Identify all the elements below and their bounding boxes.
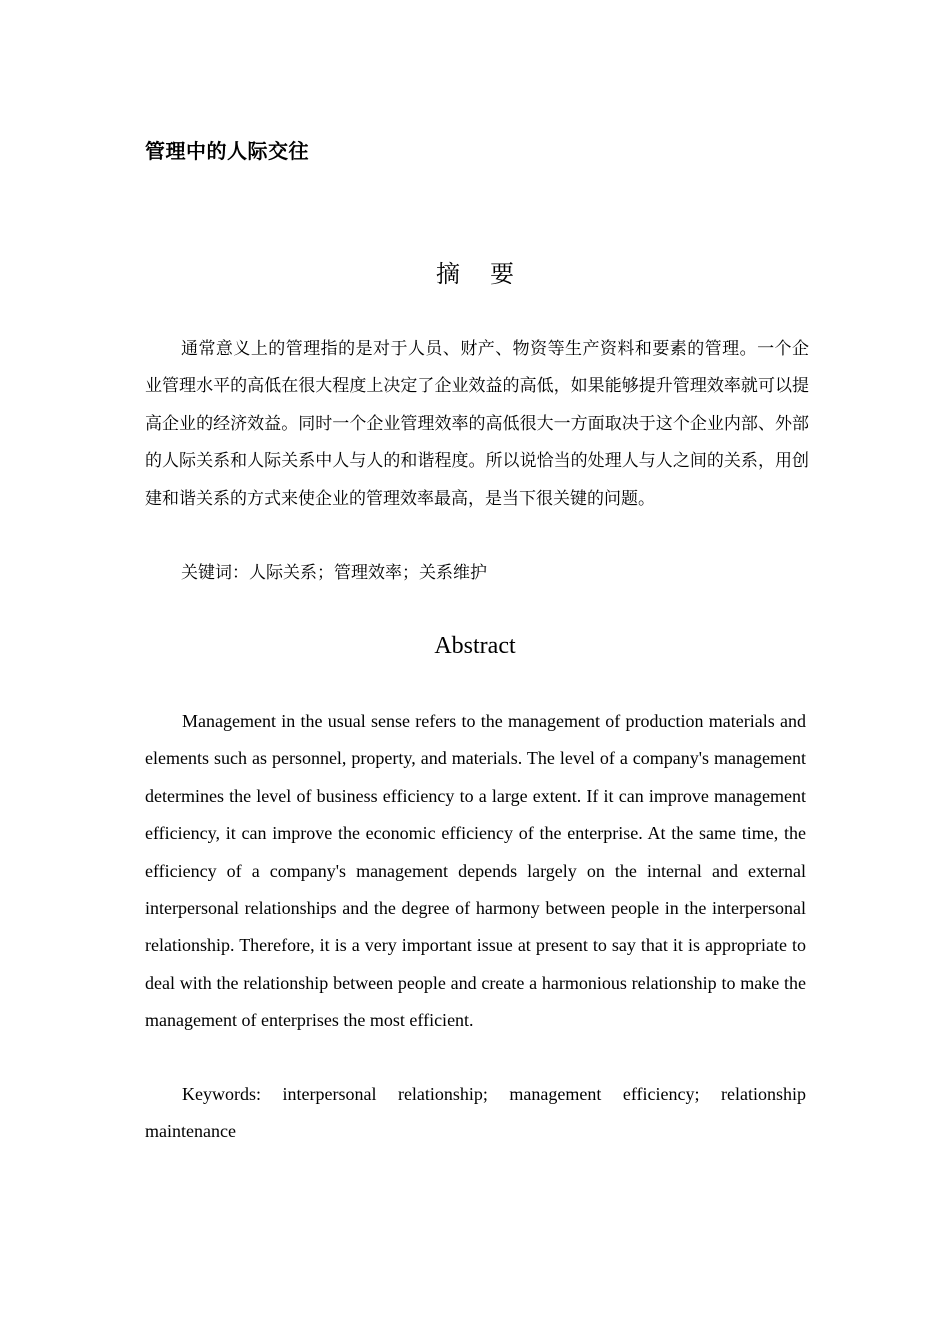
document-title: 管理中的人际交往 xyxy=(145,139,309,163)
english-abstract-body: Management in the usual sense refers to the management of production materials and elements such as personnel, property, and materials. The level of a company's management determines the level of business efficiency to a large extent. If it can improve management efficiency, it can improve the economic efficiency of the enterprise. At the same time, the efficiency of a company's management depends largely on the internal and external interpersonal relationships and the degree of harmony between people in the interpersonal relationship. Therefore, it is a very important issue at present to say that it is appropriate to deal with the relationship between people and create a harmonious relationship to make the management of enterprises the most efficient. xyxy=(145,711,806,1031)
english-keywords: Keywords: interpersonal relationship; management efficiency; relationship maintenance xyxy=(145,1084,806,1142)
chinese-abstract-body: 通常意义上的管理指的是对于人员、财产、物资等生产资料和要素的管理。一个企业管理水平的高低在很大程度上决定了企业效益的高低，如果能够提升管理效率就可以提高企业的经济效益。同时一个企业管理效率的高低很大一方面取决于这个企业内部、外部的人际关系和人际关系中人与人的和谐程度。所以说恰当的处理人与人之间的关系，用创建和谐关系的方式来使企业的管理效率最高，是当下很关键的问题。 xyxy=(145,339,809,509)
chinese-keywords: 关键词：人际关系；管理效率；关系维护 xyxy=(181,563,487,583)
chinese-abstract-heading xyxy=(0,256,950,292)
chinese-abstract-heading-char-2: 要 xyxy=(490,260,514,288)
chinese-abstract-heading-char-1: 摘 xyxy=(436,260,460,288)
english-abstract-heading: Abstract xyxy=(434,633,516,659)
